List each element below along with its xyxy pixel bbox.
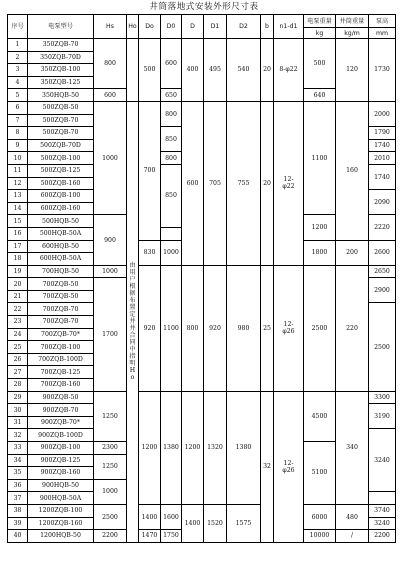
pump-model: 700ZQB-70 bbox=[28, 303, 94, 316]
cell-ww: / bbox=[336, 530, 369, 543]
cell-b: 25 bbox=[261, 265, 274, 391]
flange-spec-part: φ26 bbox=[282, 466, 295, 474]
row-number: 22 bbox=[8, 303, 28, 316]
row-number: 26 bbox=[8, 353, 28, 366]
row-number: 4 bbox=[8, 76, 28, 89]
cell-pump-height: 2600 bbox=[369, 240, 396, 265]
cell-d2: 540 bbox=[227, 39, 261, 102]
dimension-table bbox=[7, 14, 396, 543]
cell-do: 500 bbox=[139, 39, 161, 102]
cell-do: 920 bbox=[139, 265, 161, 391]
pump-model: 700ZQB-100D bbox=[28, 353, 94, 366]
pump-model: 700ZQB-70 bbox=[28, 316, 94, 329]
cell-hs: 1700 bbox=[94, 278, 127, 391]
cell-d: 1400 bbox=[182, 504, 204, 542]
row-number: 24 bbox=[8, 328, 28, 341]
cell-hs: 2300 bbox=[94, 442, 127, 455]
header-pump-weight-unit: kg bbox=[304, 28, 336, 39]
header-n1d1: n1-d1 bbox=[274, 15, 304, 39]
pump-model: 900ZQB-50 bbox=[28, 391, 94, 404]
pump-model: 500ZQB-70 bbox=[28, 114, 94, 127]
table-row bbox=[8, 39, 396, 52]
cell-d0: 1000 bbox=[161, 240, 182, 265]
cell-pump-height bbox=[369, 492, 396, 505]
table-title: 井筒落地式安装外形尺寸表 bbox=[149, 2, 259, 12]
cell-pump-height: 3190 bbox=[369, 404, 396, 429]
cell-do: 1400 bbox=[139, 504, 161, 529]
pump-model: 700ZQB-125 bbox=[28, 366, 94, 379]
pump-model: 500ZQB-100 bbox=[28, 152, 94, 165]
cell-pump-height: 3240 bbox=[369, 517, 396, 530]
row-number: 19 bbox=[8, 265, 28, 278]
flange-spec-part: 12- bbox=[283, 459, 294, 467]
cell-do: 700 bbox=[139, 101, 161, 240]
header-hs: Hs bbox=[94, 15, 127, 39]
cell-n1d1 bbox=[274, 391, 304, 542]
pump-model: 700ZQB-70* bbox=[28, 328, 94, 341]
cell-d0 bbox=[161, 227, 182, 240]
row-number: 30 bbox=[8, 404, 28, 417]
cell-pump-height: 2900 bbox=[369, 278, 396, 303]
cell-hs: 1000 bbox=[94, 101, 127, 214]
header-model: 电泵型号 bbox=[28, 15, 94, 39]
cell-pw: 500 bbox=[304, 39, 336, 89]
header-pump-height-unit: mm bbox=[369, 28, 396, 39]
row-number: 38 bbox=[8, 504, 28, 517]
header-row-1 bbox=[8, 15, 396, 28]
header-well-weight-unit: kg/m bbox=[336, 28, 369, 39]
row-number: 14 bbox=[8, 202, 28, 215]
pump-model: 350HQB-50 bbox=[28, 89, 94, 102]
cell-b: 32 bbox=[261, 391, 274, 542]
row-number: 40 bbox=[8, 530, 28, 543]
pump-model: 900ZQB-70 bbox=[28, 404, 94, 417]
cell-d0: 800 bbox=[161, 152, 182, 165]
cell-pw: 4500 bbox=[304, 391, 336, 441]
table-row bbox=[8, 391, 396, 404]
cell-do: 830 bbox=[139, 240, 161, 265]
header-d: D bbox=[182, 15, 204, 39]
row-number: 23 bbox=[8, 316, 28, 329]
cell-pw: 5100 bbox=[304, 442, 336, 505]
pump-model: 600HQB-50 bbox=[28, 240, 94, 253]
row-number: 34 bbox=[8, 454, 28, 467]
pump-model: 500ZQB-70 bbox=[28, 127, 94, 140]
cell-d2: 1380 bbox=[227, 391, 261, 504]
header-seq: 序号 bbox=[8, 15, 28, 39]
cell-pump-height: 1790 bbox=[369, 127, 396, 140]
cell-d0: 1600 bbox=[161, 504, 182, 529]
pump-model: 600HQB-50A bbox=[28, 253, 94, 266]
pump-model: 700ZQB-100 bbox=[28, 341, 94, 354]
cell-do: 1200 bbox=[139, 391, 161, 504]
row-number: 29 bbox=[8, 391, 28, 404]
cell-pump-height: 2090 bbox=[369, 190, 396, 215]
row-number: 5 bbox=[8, 89, 28, 102]
cell-hs: 1000 bbox=[94, 479, 127, 504]
pump-model: 350ZQB-100 bbox=[28, 64, 94, 77]
cell-hs: 600 bbox=[94, 89, 127, 102]
header-pump-weight: 电泵重量 bbox=[304, 15, 336, 28]
cell-ww: 120 bbox=[336, 39, 369, 102]
cell-d0: 1750 bbox=[161, 530, 182, 543]
row-number: 39 bbox=[8, 517, 28, 530]
cell-hs: 900 bbox=[94, 215, 127, 265]
flange-spec-part: φ26 bbox=[282, 328, 295, 336]
row-number: 35 bbox=[8, 467, 28, 480]
pump-model: 500ZQB-125 bbox=[28, 164, 94, 177]
cell-pw: 6000 bbox=[304, 504, 336, 529]
row-number: 8 bbox=[8, 127, 28, 140]
cell-n1d1 bbox=[274, 101, 304, 265]
cell-ho bbox=[127, 39, 139, 102]
cell-d0: 650 bbox=[161, 89, 182, 102]
row-number: 6 bbox=[8, 101, 28, 114]
row-number: 18 bbox=[8, 253, 28, 266]
header-do: Do bbox=[139, 15, 161, 39]
cell-pw: 1100 bbox=[304, 101, 336, 214]
table-row bbox=[8, 265, 396, 278]
cell-hs: 800 bbox=[94, 39, 127, 89]
pump-model: 500ZQB-50 bbox=[28, 101, 94, 114]
pump-model: 500ZQB-70D bbox=[28, 139, 94, 152]
pump-model: 1200ZQB-100 bbox=[28, 504, 94, 517]
cell-ww: 220 bbox=[336, 265, 369, 391]
cell-d0: 850 bbox=[161, 127, 182, 152]
table-row bbox=[8, 504, 396, 517]
pump-model: 700ZQB-50 bbox=[28, 278, 94, 291]
row-number: 32 bbox=[8, 429, 28, 442]
pump-model: 600ZQB-100 bbox=[28, 190, 94, 203]
row-number: 12 bbox=[8, 177, 28, 190]
row-number: 15 bbox=[8, 215, 28, 228]
cell-ww: 340 bbox=[336, 391, 369, 504]
cell-hs: 1250 bbox=[94, 391, 127, 441]
row-number: 27 bbox=[8, 366, 28, 379]
pump-model: 900ZQB-125 bbox=[28, 454, 94, 467]
cell-pw: 640 bbox=[304, 89, 336, 102]
cell-n1d1 bbox=[274, 265, 304, 391]
cell-hs: 1250 bbox=[94, 454, 127, 479]
row-number: 16 bbox=[8, 227, 28, 240]
cell-pump-height: 2500 bbox=[369, 303, 396, 391]
row-number: 33 bbox=[8, 442, 28, 455]
cell-ww: 480 bbox=[336, 504, 369, 529]
row-number: 3 bbox=[8, 64, 28, 77]
cell-d0: 1100 bbox=[161, 265, 182, 391]
cell-pump-height: 3300 bbox=[369, 391, 396, 404]
cell-ww: 160 bbox=[336, 101, 369, 240]
row-number: 2 bbox=[8, 51, 28, 64]
pump-model: 700ZQB-160 bbox=[28, 379, 94, 392]
row-number: 1 bbox=[8, 39, 28, 52]
pump-model: 350ZQB-125 bbox=[28, 76, 94, 89]
cell-d2: 980 bbox=[227, 265, 261, 391]
header-ho: Ho bbox=[127, 15, 139, 39]
cell-pump-height: 2000 bbox=[369, 101, 396, 126]
pump-model: 900HQB-50A bbox=[28, 492, 94, 505]
cell-pump-height: 2010 bbox=[369, 152, 396, 165]
row-number: 37 bbox=[8, 492, 28, 505]
cell-n1d1: 8-φ22 bbox=[274, 39, 304, 102]
pump-model: 350ZQB-70 bbox=[28, 39, 94, 52]
cell-pw: 1200 bbox=[304, 215, 336, 240]
cell-d0: 800 bbox=[161, 101, 182, 126]
flange-spec-part: 12- bbox=[283, 321, 294, 329]
cell-pump-height: 3740 bbox=[369, 504, 396, 517]
cell-d: 1200 bbox=[182, 391, 204, 504]
pump-model: 700HQB-50 bbox=[28, 265, 94, 278]
header-d1: D1 bbox=[204, 15, 227, 39]
pump-model: 1200ZQB-160 bbox=[28, 517, 94, 530]
row-number: 10 bbox=[8, 152, 28, 165]
row-number: 21 bbox=[8, 290, 28, 303]
cell-pump-height: 2200 bbox=[369, 530, 396, 543]
pump-model: 350ZQB-70D bbox=[28, 51, 94, 64]
cell-d1: 1520 bbox=[204, 504, 227, 542]
cell-d: 600 bbox=[182, 101, 204, 265]
cell-d0: 600 bbox=[161, 39, 182, 89]
row-number: 28 bbox=[8, 379, 28, 392]
pump-model: 700ZQB-50 bbox=[28, 290, 94, 303]
cell-pw: 10000 bbox=[304, 530, 336, 543]
cell-do: 1470 bbox=[139, 530, 161, 543]
flange-spec-part: φ22 bbox=[282, 183, 295, 191]
header-pump-height: 泵高 bbox=[369, 15, 396, 28]
pump-model: 600ZQB-160 bbox=[28, 202, 94, 215]
header-d2: D2 bbox=[227, 15, 261, 39]
row-number: 31 bbox=[8, 416, 28, 429]
pump-model: 900ZQB-70* bbox=[28, 416, 94, 429]
cell-pump-height: 1740 bbox=[369, 164, 396, 189]
pump-model: 500HQB-50 bbox=[28, 215, 94, 228]
cell-ho-note: 由 用 户 根 据 布 置 定 井 井 合 同 中 指 明 H o bbox=[127, 101, 139, 542]
cell-ww: 200 bbox=[336, 240, 369, 265]
cell-pump-height: 1730 bbox=[369, 39, 396, 102]
cell-pump-height: 1740 bbox=[369, 139, 396, 152]
cell-d1: 920 bbox=[204, 265, 227, 391]
flange-spec-part: 12- bbox=[283, 176, 294, 184]
row-number: 9 bbox=[8, 139, 28, 152]
cell-pw: 1800 bbox=[304, 240, 336, 265]
pump-model: 900ZQB-100D bbox=[28, 429, 94, 442]
header-well-weight: 井筒重量 bbox=[336, 15, 369, 28]
row-number: 13 bbox=[8, 190, 28, 203]
pump-model: 900ZQB-100 bbox=[28, 442, 94, 455]
cell-d1: 495 bbox=[204, 39, 227, 102]
pump-model: 900ZQB-160 bbox=[28, 467, 94, 480]
row-number: 20 bbox=[8, 278, 28, 291]
row-number: 17 bbox=[8, 240, 28, 253]
cell-pw: 2500 bbox=[304, 265, 336, 391]
row-number: 11 bbox=[8, 164, 28, 177]
cell-d: 800 bbox=[182, 265, 204, 391]
header-b: b bbox=[261, 15, 274, 39]
cell-pump-height: 3240 bbox=[369, 429, 396, 492]
row-number: 36 bbox=[8, 479, 28, 492]
cell-d0: 1380 bbox=[161, 391, 182, 504]
cell-hs: 2200 bbox=[94, 530, 127, 543]
cell-pump-height: 2220 bbox=[369, 215, 396, 240]
pump-model: 500HQB-50A bbox=[28, 227, 94, 240]
cell-pump-height: 2650 bbox=[369, 265, 396, 278]
table-row bbox=[8, 101, 396, 114]
cell-b: 20 bbox=[261, 101, 274, 265]
cell-b: 20 bbox=[261, 39, 274, 102]
cell-hs: 1000 bbox=[94, 265, 127, 278]
cell-d2: 1575 bbox=[227, 504, 261, 542]
header-d0: D0 bbox=[161, 15, 182, 39]
cell-d1: 1320 bbox=[204, 391, 227, 504]
pump-model: 500ZQB-160 bbox=[28, 177, 94, 190]
row-number: 25 bbox=[8, 341, 28, 354]
row-number: 7 bbox=[8, 114, 28, 127]
cell-hs: 2500 bbox=[94, 504, 127, 529]
cell-d0: 850 bbox=[161, 164, 182, 227]
cell-d2: 755 bbox=[227, 101, 261, 265]
pump-model: 900HQB-50 bbox=[28, 479, 94, 492]
cell-d: 400 bbox=[182, 39, 204, 102]
pump-model: 1200HQB-50 bbox=[28, 530, 94, 543]
cell-d1: 705 bbox=[204, 101, 227, 265]
